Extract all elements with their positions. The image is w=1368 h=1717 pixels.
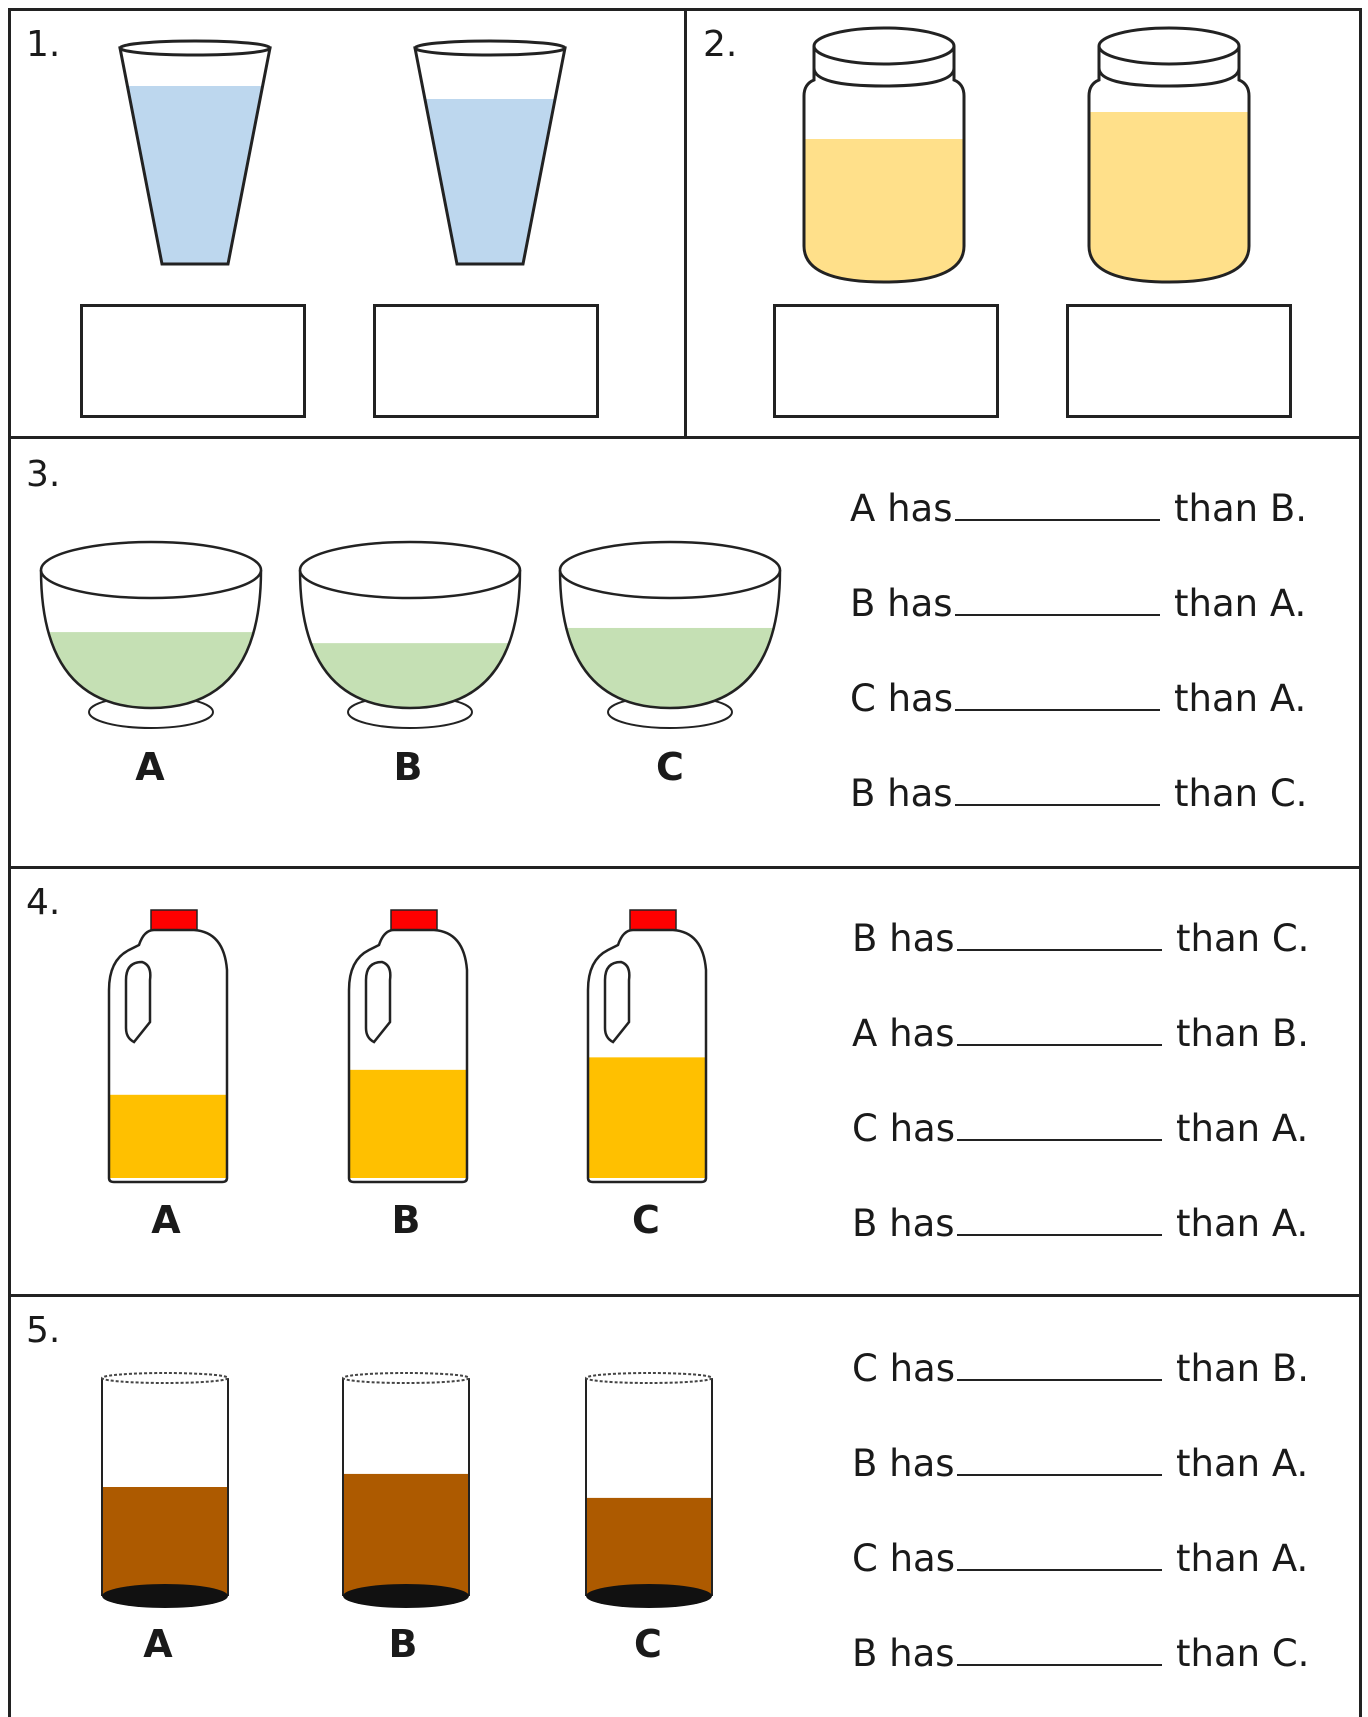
answer-blank[interactable] [957,1539,1162,1571]
answer-blank[interactable] [955,584,1160,616]
jug-cap [151,910,197,930]
answer-blank[interactable] [955,774,1160,806]
liquid-fill [109,1095,227,1178]
frame-divider-2 [8,866,1362,869]
sentence-row [850,582,1306,625]
frame-left [8,8,11,1717]
sentence-tail: than A. [1174,677,1307,720]
question-number: 3. [26,454,61,495]
answer-box-2b[interactable] [1066,304,1292,418]
cup-rim [415,41,565,55]
sentence-row [850,487,1307,530]
container-label-b: B [391,1198,421,1242]
sentence-row [852,1632,1309,1675]
cup-b [405,36,575,276]
sentence-tail: than C. [1174,772,1308,815]
container-label-c: C [634,1622,662,1666]
question-number: 5. [26,1310,61,1351]
liquid-fill [555,628,785,710]
sentence-row [852,1347,1309,1390]
glass-c [584,1368,714,1614]
liquid-fill [349,1070,467,1178]
cup-rim [120,41,270,55]
sentence-row [852,1012,1309,1055]
container-label-b: B [393,745,423,789]
sentence-lead: C has [852,1537,955,1580]
liquid-fill [36,632,266,710]
sentence-row [850,677,1306,720]
sentence-lead: C has [852,1347,955,1390]
sentence-tail: than C. [1176,1632,1310,1675]
sentence-tail: than A. [1176,1537,1309,1580]
sentence-row [852,1537,1308,1580]
liquid-fill [586,1498,712,1596]
sentence-tail: than A. [1176,1202,1309,1245]
sentence-tail: than A. [1176,1442,1309,1485]
glass-rim [343,1373,469,1383]
answer-blank[interactable] [957,1349,1162,1381]
jug-a [104,910,234,1186]
sentence-lead: B has [850,772,953,815]
jug-cap [391,910,437,930]
glass-rim [586,1373,712,1383]
answer-blank[interactable] [955,489,1160,521]
answer-blank[interactable] [957,1634,1162,1666]
jar-b [1085,24,1255,284]
jug-cap [630,910,676,930]
jar-a [800,24,970,284]
sentence-row [852,917,1309,960]
sentence-tail: than A. [1174,582,1307,625]
answer-blank[interactable] [957,1444,1162,1476]
question-number: 2. [703,24,738,65]
answer-box-1b[interactable] [373,304,599,418]
sentence-lead: B has [852,917,955,960]
container-label-b: B [388,1622,418,1666]
sentence-row [852,1442,1308,1485]
sentence-tail: than C. [1176,917,1310,960]
bowl-rim [300,542,520,598]
bowl-a [36,540,266,730]
answer-box-1a[interactable] [80,304,306,418]
liquid-fill [128,86,262,264]
answer-blank[interactable] [957,1109,1162,1141]
container-label-c: C [656,745,684,789]
bowl-b [295,540,525,730]
liquid-fill [426,99,554,264]
sentence-row [852,1202,1308,1245]
glass-a [100,1368,230,1614]
bowl-rim [41,542,261,598]
sentence-lead: C has [850,677,953,720]
sentence-tail: than B. [1176,1012,1309,1055]
jug-b [344,910,474,1186]
liquid-fill [804,139,964,282]
liquid-fill [1089,112,1249,282]
jug-c [583,910,713,1186]
sentence-lead: B has [852,1632,955,1675]
frame-divider-vertical [684,8,687,438]
sentence-lead: B has [852,1202,955,1245]
container-label-a: A [135,745,165,789]
sentence-tail: than B. [1176,1347,1309,1390]
answer-blank[interactable] [955,679,1160,711]
answer-blank[interactable] [957,1014,1162,1046]
bowl-c [555,540,785,730]
sentence-tail: than A. [1176,1107,1309,1150]
glass-rim [102,1373,228,1383]
bowl-rim [560,542,780,598]
answer-blank[interactable] [957,919,1162,951]
question-number: 1. [26,24,61,65]
sentence-lead: B has [852,1442,955,1485]
glass-b [341,1368,471,1614]
container-label-a: A [151,1198,181,1242]
sentence-tail: than B. [1174,487,1307,530]
sentence-lead: C has [852,1107,955,1150]
sentence-lead: A has [850,487,953,530]
glass-base [343,1584,469,1608]
liquid-fill [102,1487,228,1596]
answer-blank[interactable] [957,1204,1162,1236]
liquid-fill [588,1057,706,1178]
frame-divider-3 [8,1294,1362,1297]
liquid-fill [343,1474,469,1596]
frame-right [1359,8,1362,1717]
glass-base [586,1584,712,1608]
jar-lid [1099,28,1239,64]
answer-box-2a[interactable] [773,304,999,418]
glass-base [102,1584,228,1608]
sentence-row [850,772,1307,815]
sentence-row [852,1107,1308,1150]
sentence-lead: A has [852,1012,955,1055]
cup-a [110,36,280,276]
jar-lid [814,28,954,64]
sentence-lead: B has [850,582,953,625]
question-number: 4. [26,882,61,923]
container-label-a: A [143,1622,173,1666]
container-label-c: C [632,1198,660,1242]
